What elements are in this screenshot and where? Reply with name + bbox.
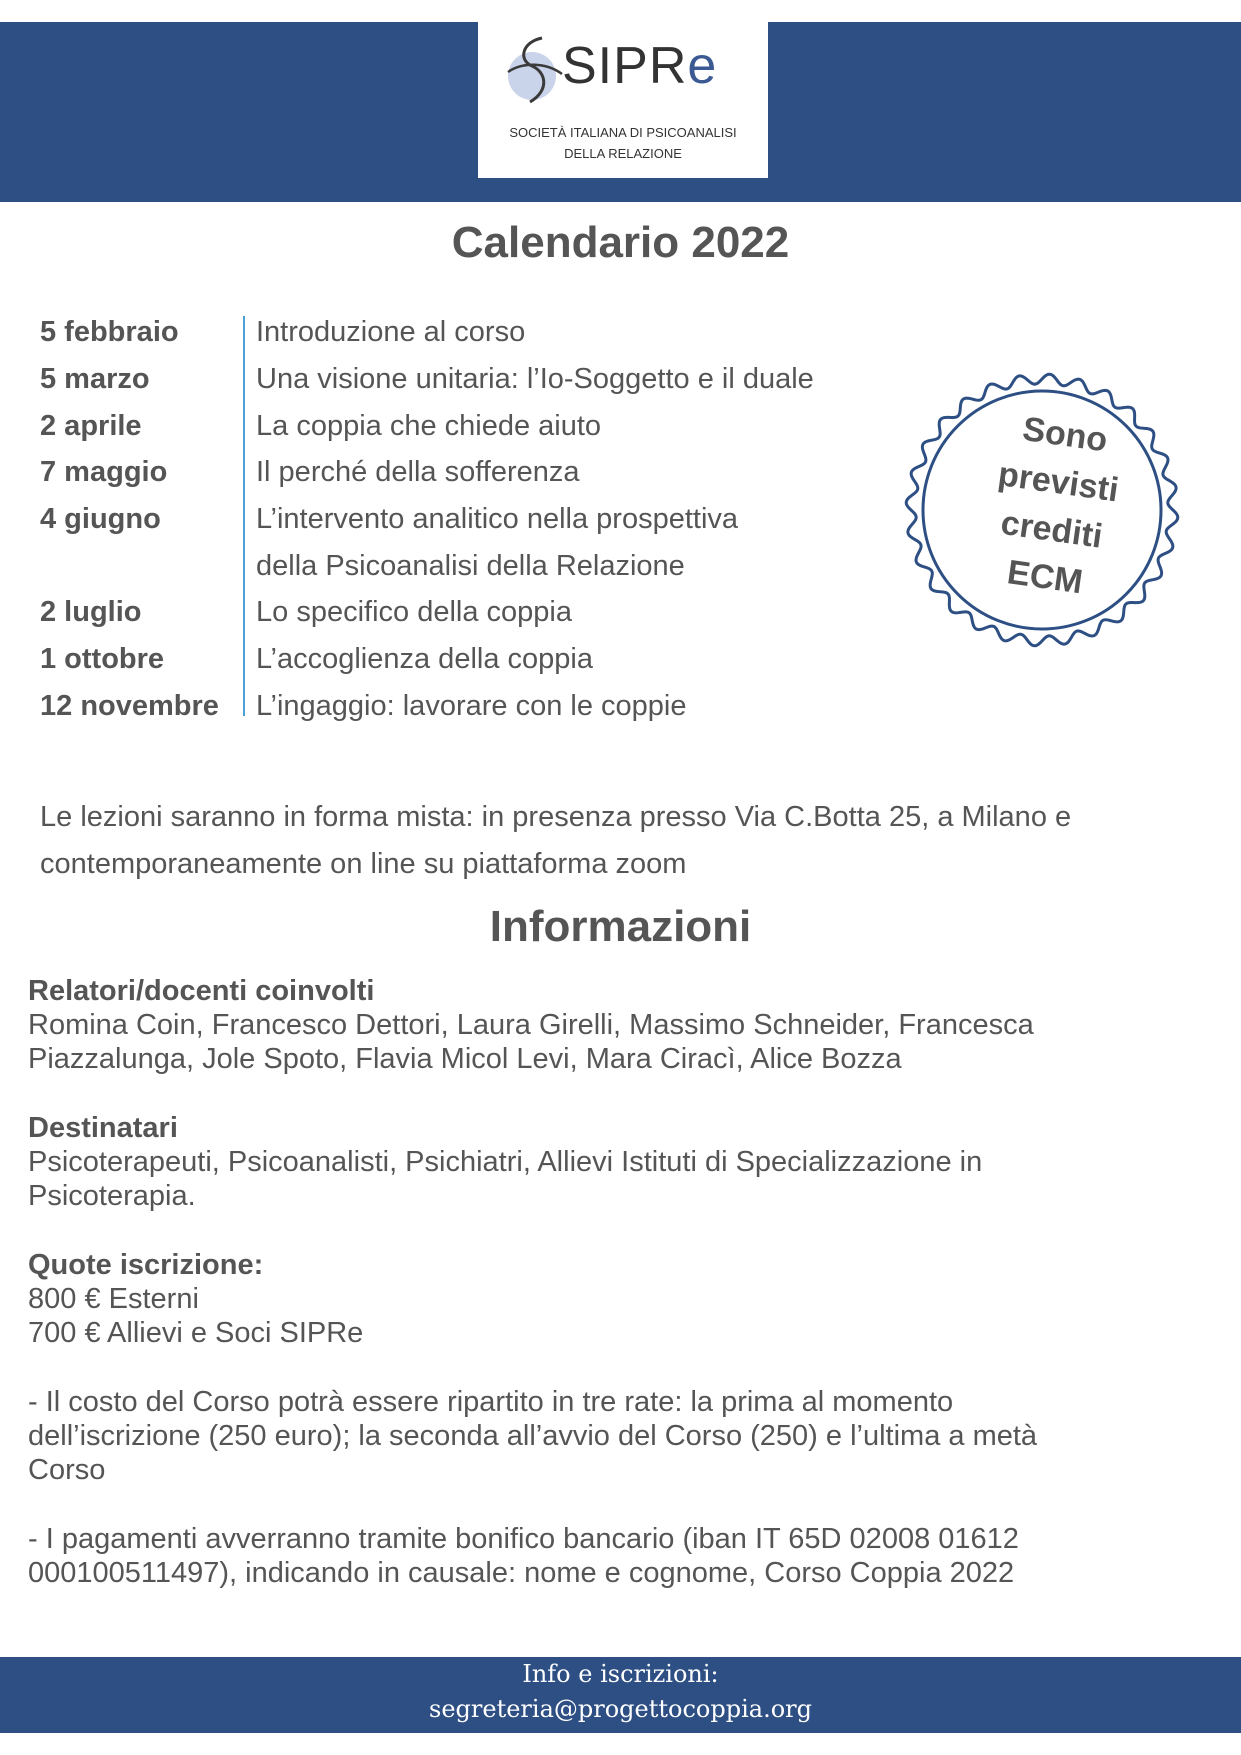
calendar-title: Calendario 2022 — [451, 218, 790, 267]
audience-list: Psicoterapeuti, Psicoanalisti, Psichiatri, Allievi Istituti di Specializzazione in — [28, 1146, 983, 1178]
fees-section — [28, 1248, 1218, 1350]
fee-members: 700 € Allievi e Soci SIPRe — [28, 1317, 364, 1349]
info-title: Informazioni — [489, 902, 752, 951]
fees-heading: Quote iscrizione: — [28, 1249, 264, 1281]
installments-text: - Il costo del Corso potrà essere ripartito in tre rate: la prima al momento dell’iscrizione (250 euro); la seconda all’avvio del Corso (250) e l’ultima a metà Corso — [28, 1386, 1038, 1486]
header-band — [0, 22, 1241, 202]
schedule-topic: L’accoglienza della coppia — [256, 643, 593, 675]
fee-external: 800 € Esterni — [28, 1283, 199, 1315]
audience-list: Psicoterapia. — [28, 1180, 196, 1212]
speakers-heading: Relatori/docenti coinvolti — [28, 975, 375, 1007]
footer-email-link[interactable]: segreteria@progettocoppia.org — [429, 1695, 812, 1723]
logo-swirl-icon — [502, 32, 568, 108]
schedule-date: 12 novembre — [40, 690, 219, 722]
logo-subtitle: SOCIETÀ ITALIANA DI PSICOANALISI DELLA RELAZIONE — [509, 125, 737, 161]
schedule-topic: L’intervento analitico nella prospettiva — [256, 503, 739, 535]
schedule-topic: della Psicoanalisi della Relazione — [256, 550, 685, 582]
schedule-topic: Una visione unitaria: l’Io-Soggetto e il duale — [256, 363, 814, 395]
schedule-divider — [243, 316, 245, 716]
schedule-topic: Introduzione al corso — [256, 316, 526, 348]
audience-heading: Destinatari — [28, 1112, 178, 1144]
speakers-section — [28, 974, 1218, 1076]
schedule-topic: La coppia che chiede aiuto — [256, 410, 602, 442]
schedule-topic: Il perché della sofferenza — [256, 456, 580, 488]
schedule-topic: Lo specifico della coppia — [256, 596, 572, 628]
speakers-list: Piazzalunga, Jole Spoto, Flavia Micol Levi, Mara Ciracì, Alice Bozza — [28, 1043, 902, 1075]
footer-band — [0, 1657, 1241, 1733]
schedule-date: 2 luglio — [40, 596, 142, 628]
schedule-date: 5 febbraio — [40, 316, 179, 348]
ecm-stamp-text: Sono previsti crediti ECM — [995, 409, 1121, 602]
schedule-date: 7 maggio — [40, 456, 168, 488]
payment-text: - I pagamenti avverranno tramite bonifico bancario (iban IT 65D 02008 01612 000100511497), indicando in causale: nome e cognome, Corso Coppia 2022 — [28, 1523, 1019, 1589]
schedule-date: 4 giugno — [40, 503, 161, 535]
lesson-mode-text: Le lezioni saranno in forma mista: in presenza presso Via C.Botta 25, a Milano e contemporaneamente on line su piattaforma zoom — [40, 801, 1072, 880]
logo — [478, 22, 768, 178]
schedule-date: 5 marzo — [40, 363, 150, 395]
schedule-topic: L’ingaggio: lavorare con le coppie — [256, 690, 687, 722]
logo-wordmark: SIPRe — [562, 37, 718, 95]
schedule-date: 2 aprile — [40, 410, 142, 442]
speakers-list: Romina Coin, Francesco Dettori, Laura Girelli, Massimo Schneider, Francesca — [28, 1009, 1034, 1041]
audience-section — [28, 1111, 1218, 1213]
footer-info-label: Info e iscrizioni: — [522, 1660, 719, 1688]
schedule-date: 1 ottobre — [40, 643, 165, 675]
